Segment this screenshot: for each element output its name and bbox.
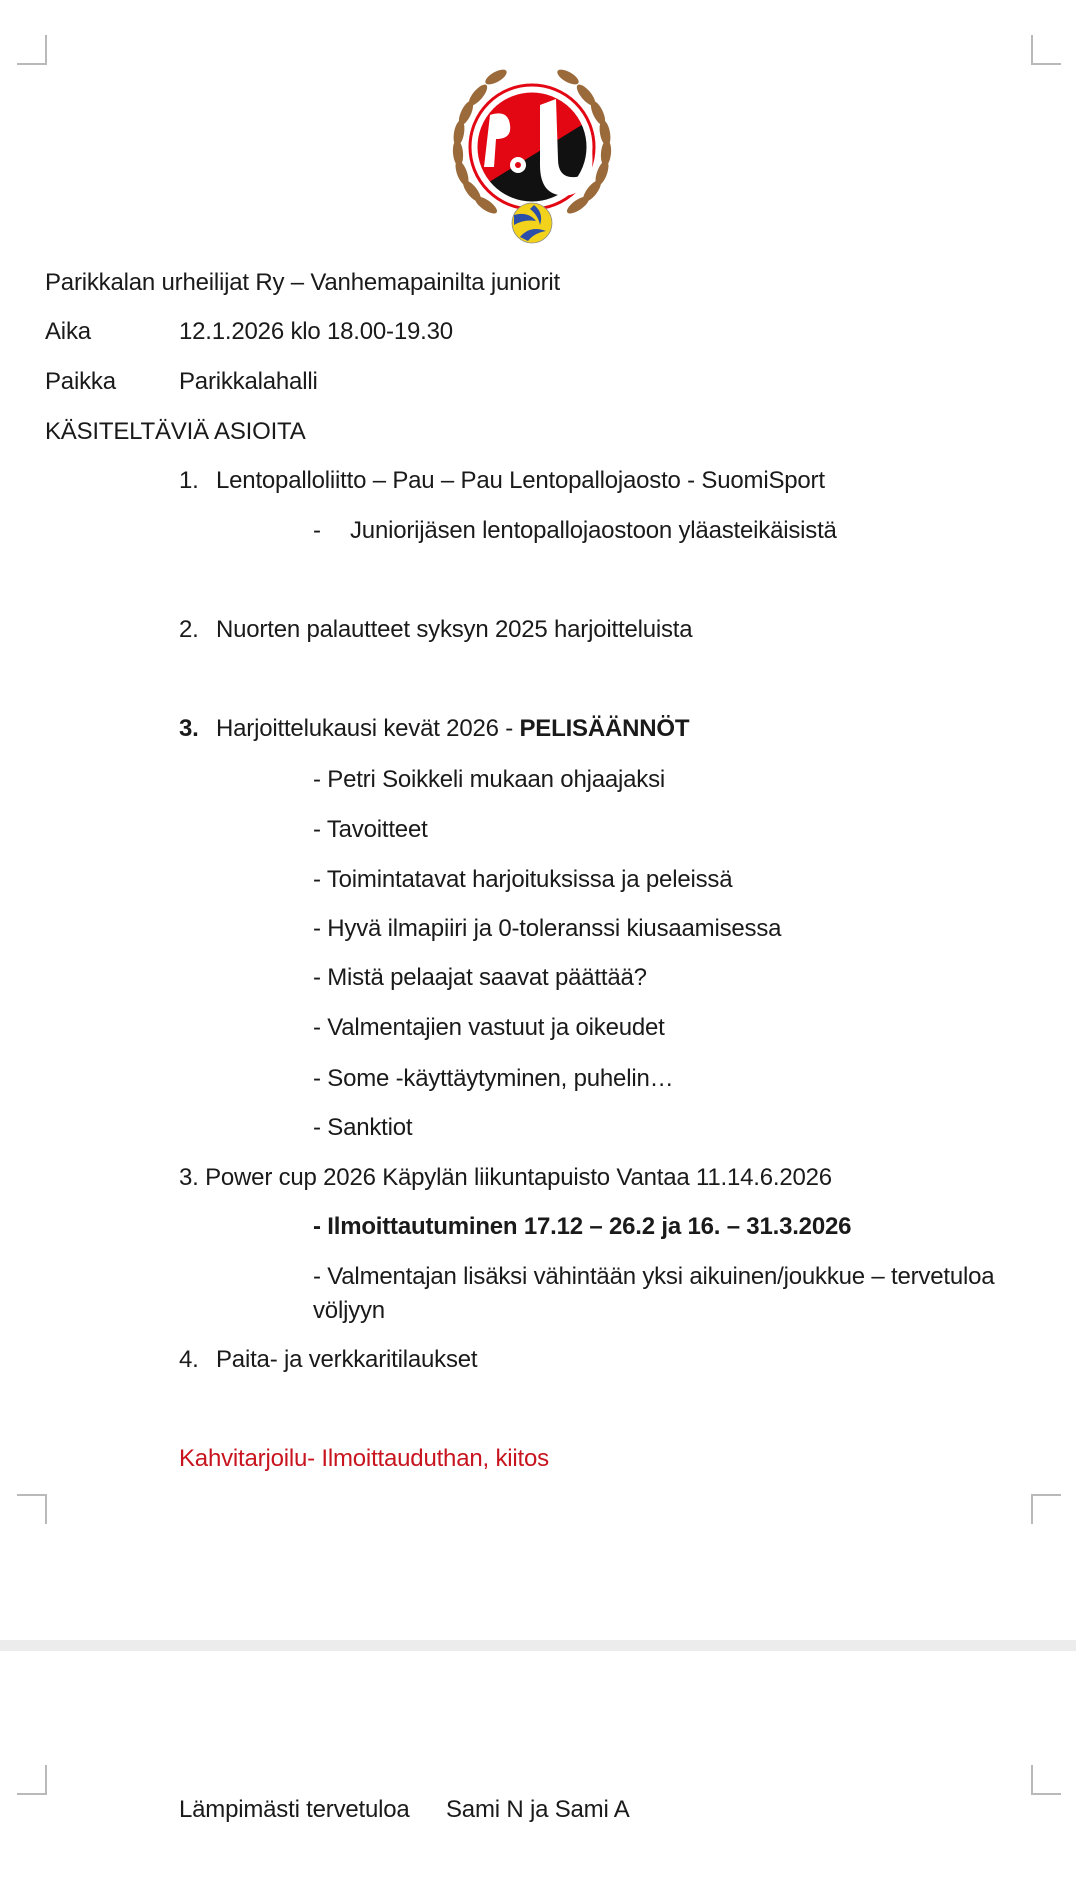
margin-mark-bottom-right [1031,1494,1061,1524]
bullet-item: - Tavoitteet [313,816,428,843]
agenda-item-4-number: 4. [179,1346,199,1373]
agenda-item-3-text [216,714,689,744]
agenda-item-1-text: Lentopalloliitto – Pau – Pau Lentopallojaosto - SuomiSport [216,467,825,494]
margin-mark-top-right [1031,35,1061,65]
margin-mark-top-right [1031,1765,1061,1795]
agenda-heading: KÄSITELTÄVIÄ ASIOITA [45,418,306,445]
pau-emblem-icon [468,85,598,215]
bullet-item: - Petri Soikkeli mukaan ohjaajaksi [313,766,666,793]
time-value: 12.1.2026 klo 18.00-19.30 [179,318,453,345]
bullet-item: - Toimintatavat harjoituksissa ja peleissä [313,866,733,893]
place-value: Parikkalahalli [179,368,318,395]
bullet-item: - Valmentajien vastuut ja oikeudet [313,1014,665,1041]
coffee-note: Kahvitarjoilu- Ilmoittauduthan, kiitos [179,1445,549,1472]
volleyball-icon [512,203,552,243]
pau-club-logo [448,55,616,245]
time-label: Aika [45,318,91,345]
margin-mark-top-left [17,35,47,65]
agenda-item-3-title-bold: PELISÄÄNNÖT [519,715,690,742]
agenda-item-2-number: 2. [179,616,199,643]
page-break-separator [0,1640,1076,1651]
margin-mark-top-left [17,1765,47,1795]
adult-requirement-line-1: - Valmentajan lisäksi vähintään yksi aikuinen/joukkue – tervetuloa [313,1263,995,1290]
adult-requirement-line-2: völjyyn [313,1297,385,1324]
closing-greeting: Lämpimästi tervetuloa [179,1796,410,1823]
agenda-item-3-title: Harjoittelukausi kevät 2026 - [216,715,520,742]
registration-dates: - Ilmoittautuminen 17.12 – 26.2 ja 16. – 31.3.2026 [313,1213,852,1240]
agenda-item-powercup-text: 3. Power cup 2026 Käpylän liikuntapuisto Vantaa 11.14.6.2026 [179,1164,832,1191]
agenda-item-1-sub-text: Juniorijäsen lentopallojaostoon yläasteikäisistä [350,517,837,544]
agenda-item-1-sub-dash: - [313,517,321,544]
agenda-item-4-text: Paita- ja verkkaritilaukset [216,1346,478,1373]
agenda-item-3-number: 3. [179,715,199,742]
agenda-item-2-text: Nuorten palautteet syksyn 2025 harjoitteluista [216,616,693,643]
bullet-item: - Sanktiot [313,1114,413,1141]
bullet-item: - Some -käyttäytyminen, puhelin… [313,1065,674,1092]
document-title: Parikkalan urheilijat Ry – Vanhemapainilta juniorit [45,269,560,296]
place-label: Paikka [45,368,116,395]
signers: Sami N ja Sami A [446,1796,630,1823]
bullet-item: - Hyvä ilmapiiri ja 0-toleranssi kiusaamisessa [313,915,782,942]
margin-mark-bottom-left [17,1494,47,1524]
bullet-item: - Mistä pelaajat saavat päättää? [313,964,647,991]
agenda-item-1-number: 1. [179,467,199,494]
